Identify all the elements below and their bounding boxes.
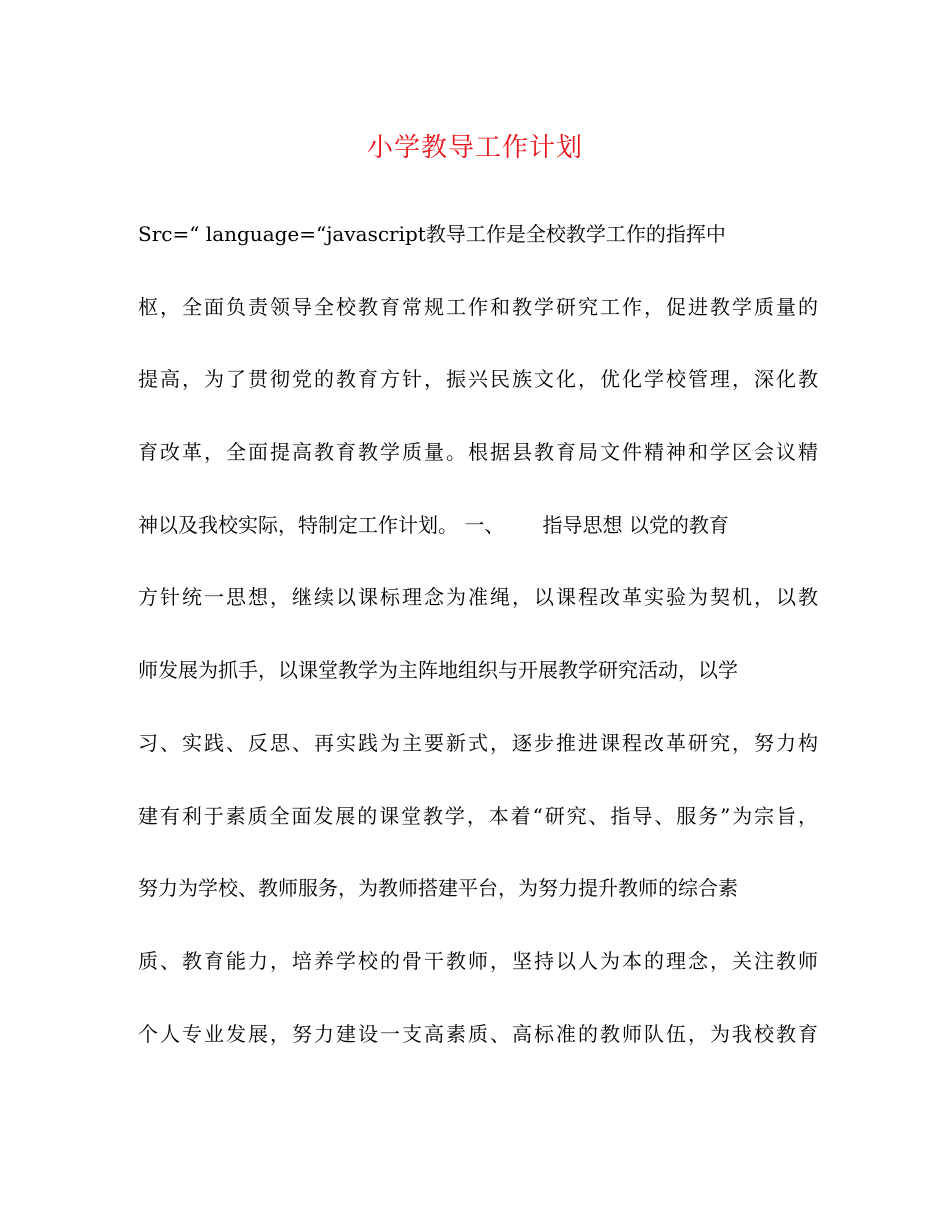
body-line-7: 师发展为抓手，以课堂教学为主阵地组织与开展教学研究活动，以学 xyxy=(138,658,738,683)
body-line-6: 方针统一思想，继续以课标理念为准绳，以课程改革实验为契机，以教 xyxy=(138,585,818,610)
body-line-9: 建有利于素质全面发展的课堂教学，本着“研究、指导、服务”为宗旨， xyxy=(138,803,818,828)
body-line-1: Src=“ language=“javascript教导工作是全校教学工作的指挥中 xyxy=(138,222,726,246)
body-line-12: 个人专业发展，努力建设一支高素质、高标准的教师队伍，为我校教育 xyxy=(138,1021,818,1046)
body-line-8: 习、实践、反思、再实践为主要新式，逐步推进课程改革研究，努力构 xyxy=(138,730,818,755)
document-body xyxy=(138,214,818,1086)
body-line-4: 育改革，全面提高教育教学质量。根据县教育局文件精神和学区会议精 xyxy=(138,440,818,465)
body-line-2: 枢，全面负责领导全校教育常规工作和教学研究工作，促进教学质量的 xyxy=(138,294,818,319)
body-line-5: 神以及我校实际，特制定工作计划。 一、 指导思想 以党的教育 xyxy=(138,512,729,537)
body-line-10: 努力为学校、教师服务，为教师搭建平台，为努力提升教师的综合素 xyxy=(138,876,738,901)
document-title: 小学教导工作计划 xyxy=(366,133,583,163)
body-line-3: 提高，为了贯彻党的教育方针，振兴民族文化，优化学校管理，深化教 xyxy=(138,367,818,392)
body-line-11: 质、教育能力，培养学校的骨干教师，坚持以人为本的理念，关注教师 xyxy=(138,948,818,973)
